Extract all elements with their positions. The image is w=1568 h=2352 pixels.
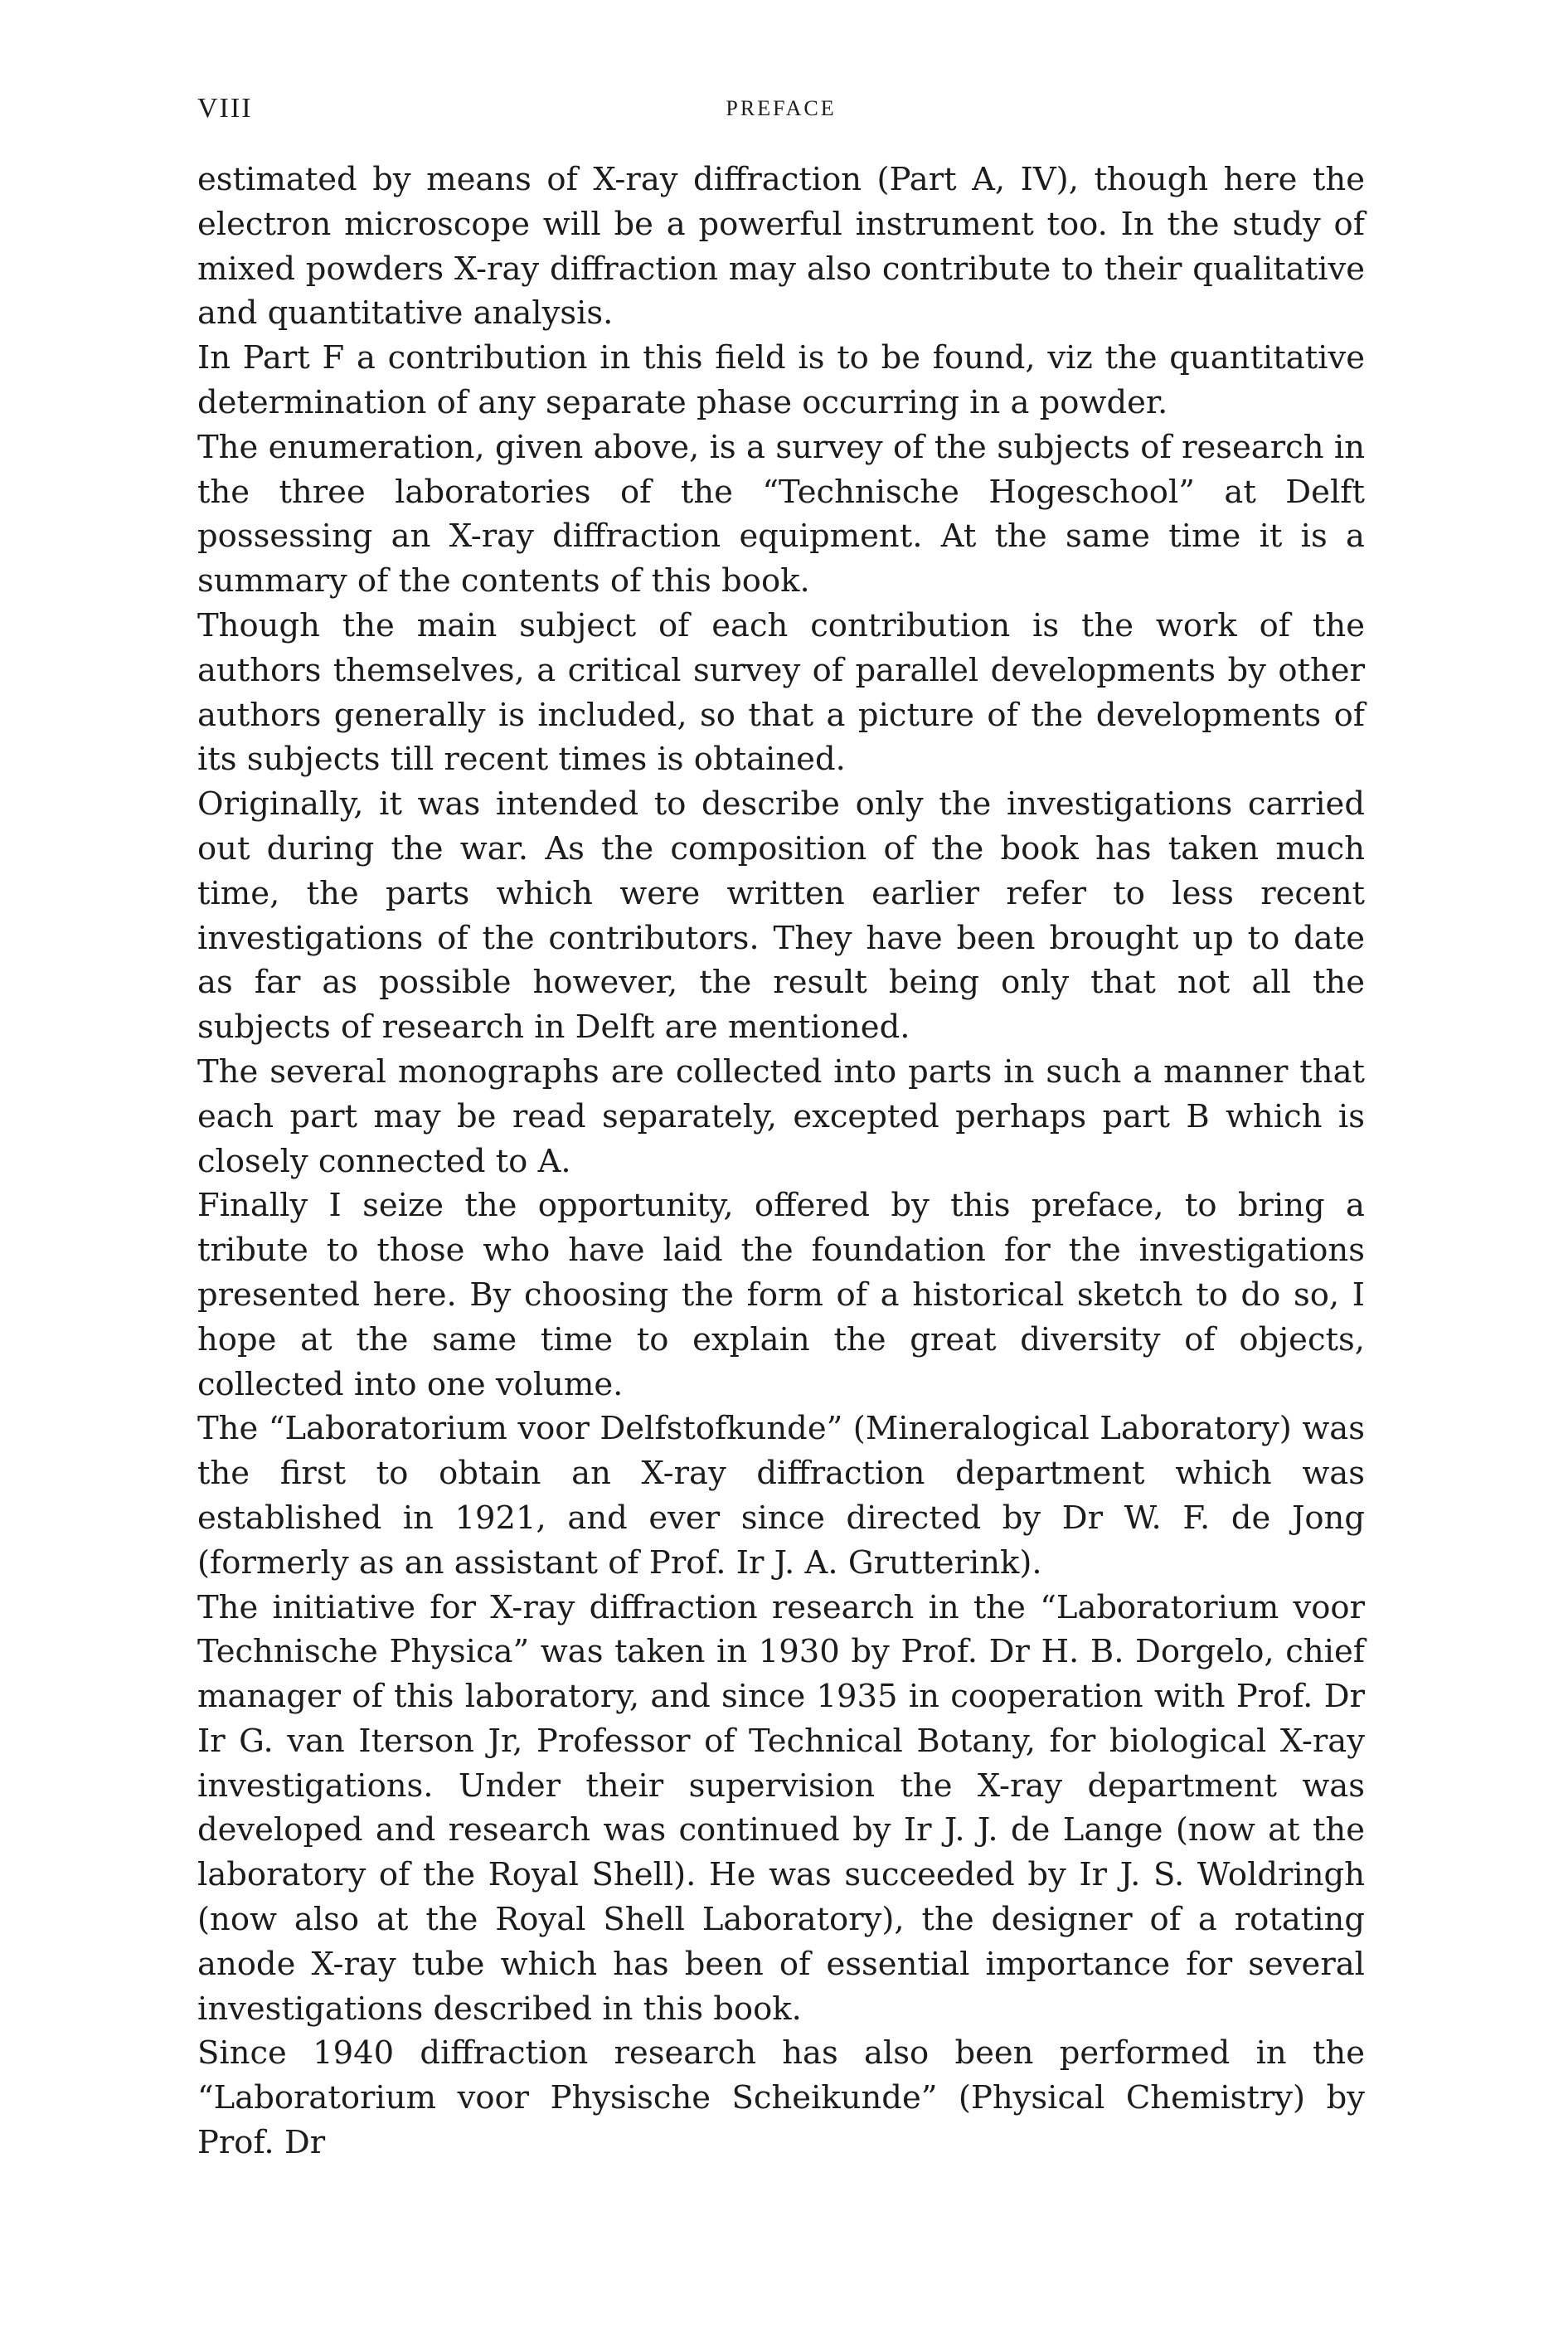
paragraph: estimated by means of X-ray diffraction (Part A, IV), though here the electron microscope will be a powerful instrument too. In the study of mixed powders X-ray diffraction may also contribute to their qualitative and quantitative analysis. xyxy=(197,161,1365,333)
paragraph: The enumeration, given above, is a survey of the subjects of research in the three laboratories of the “Technische Hogeschool” at Delft possessing an X-ray diffraction equipment. At the same time it is a summary of the contents of this book. xyxy=(197,428,1365,600)
paragraph: The “Laboratorium voor Delfstofkunde” (Mineralogical Laboratory) was the first to obtain an X-ray diffraction department which was established in 1921, and ever since directed by Dr W. F. de Jong (formerly as an assistant of Prof. Ir J. A. Grutterink). xyxy=(197,1410,1365,1582)
page-number: VIII xyxy=(197,93,253,124)
paragraph: Originally, it was intended to describe only the investigations carried out during the war. As the composition of the book has taken much time, the parts which were written earlier refer to less recent investigations of the contributors. They have been brought up to date as far as possible however, the result being only that not all the subjects of research in Delft are mentioned. xyxy=(197,785,1365,1047)
paragraph: In Part F a contribution in this field is to be found, viz the quantitative determination of any separate phase occurring in a powder. xyxy=(197,339,1365,421)
paragraph: Since 1940 diffraction research has also been performed in the “Laboratorium voor Physische Scheikunde” (Physical Chemistry) by Prof. Dr xyxy=(197,2034,1365,2162)
running-head-title: PREFACE xyxy=(726,96,837,120)
paragraph: Though the main subject of each contribution is the work of the authors themselves, a critical survey of parallel developments by other authors generally is included, so that a picture of the developments of its subjects till recent times is obtained. xyxy=(197,606,1365,779)
paragraph: The initiative for X-ray diffraction research in the “Laboratorium voor Technische Physica” was taken in 1930 by Prof. Dr H. B. Dorgelo, chief manager of this laboratory, and since 1935 in cooperation with Prof. Dr Ir G. van Iterson Jr, Professor of Technical Botany, for biological X-ray investigations. Under their supervision the X-ray department was developed and research was continued by Ir J. J. de Lange (now at the laboratory of the Royal Shell). He was succeeded by Ir J. S. Woldringh (now also at the Royal Shell Laboratory), the designer of a rotating anode X-ray tube which has been of essential importance for several investigations described in this book. xyxy=(197,1588,1365,2028)
paragraph: The several monographs are collected into parts in such a manner that each part may be read separately, excepted perhaps part B which is closely connected to A. xyxy=(197,1052,1365,1180)
body-text xyxy=(197,158,1365,2165)
running-head xyxy=(197,93,1365,126)
paragraph: Finally I seize the opportunity, offered by this preface, to bring a tribute to those who have laid the foundation for the investigations presented here. By choosing the form of a historical sketch to do so, I hope at the same time to explain the great diversity of objects, collected into one volume. xyxy=(197,1187,1365,1403)
